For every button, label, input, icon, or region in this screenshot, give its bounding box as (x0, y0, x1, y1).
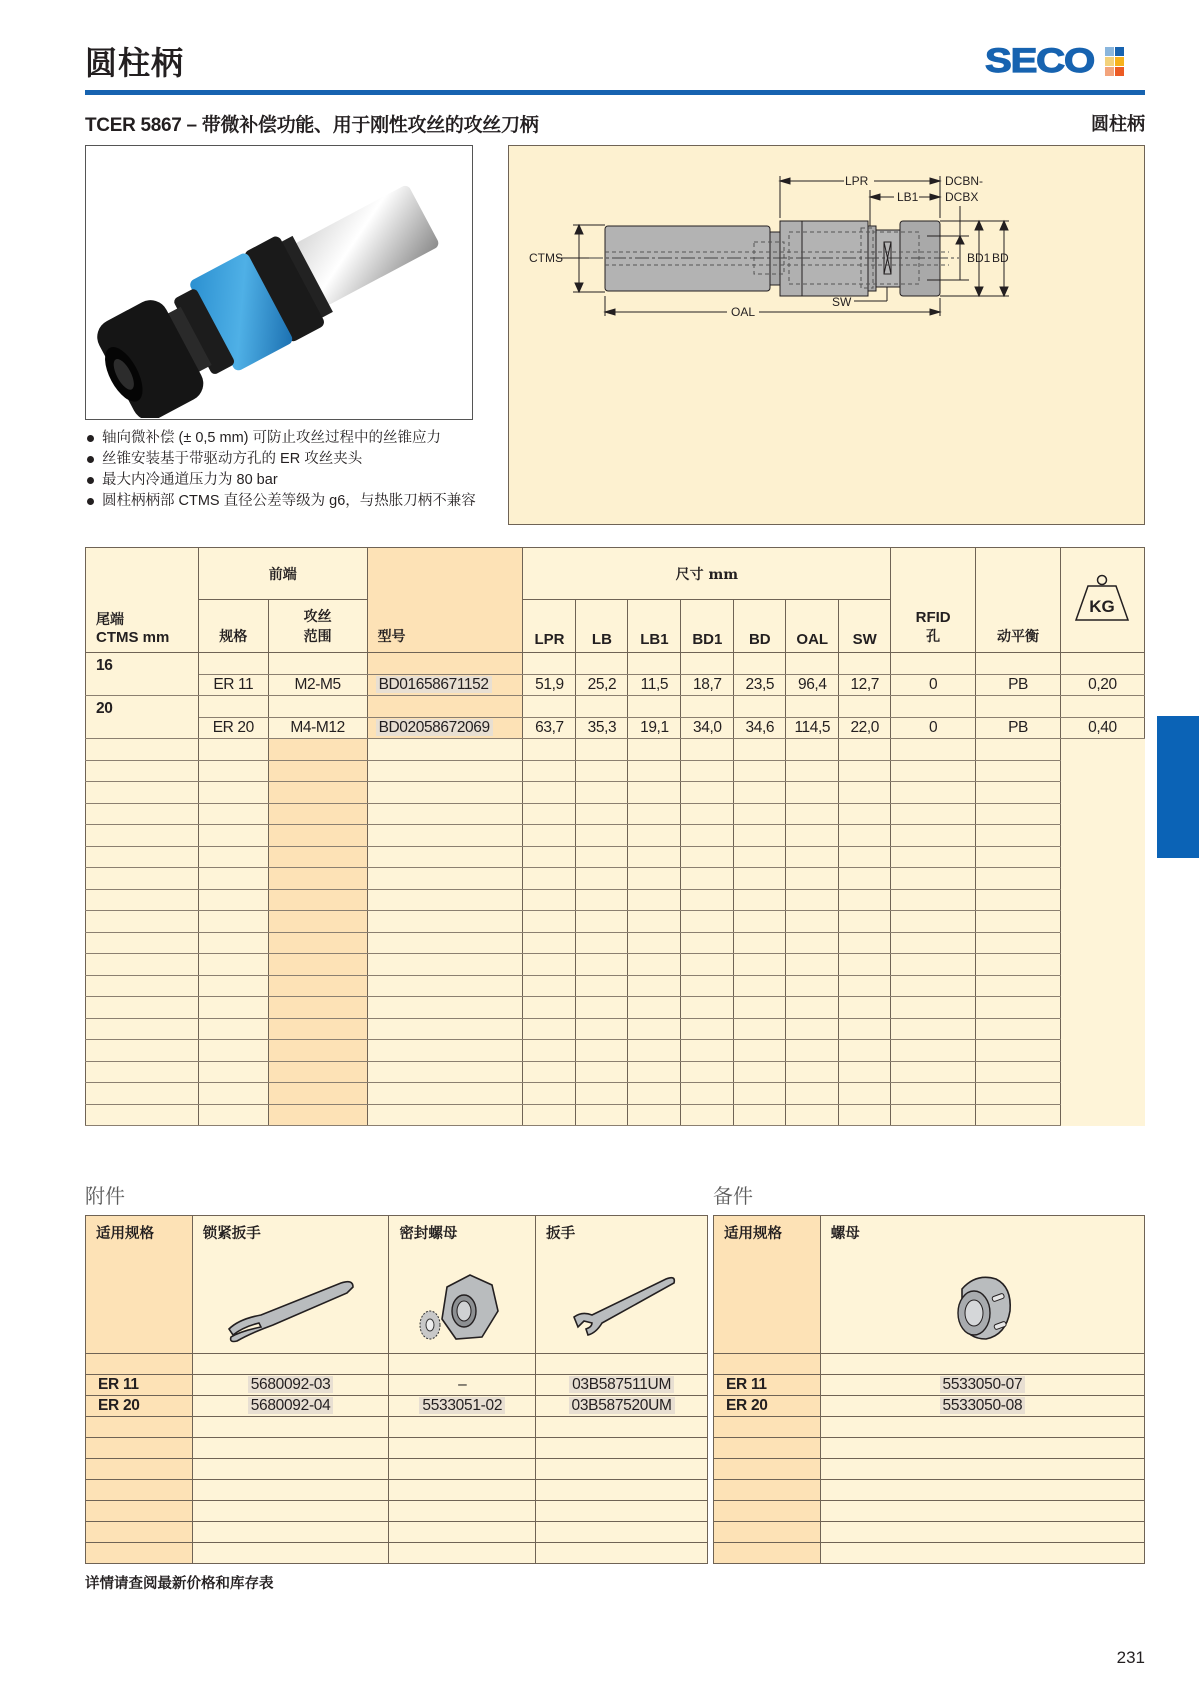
spare-header-nut: 螺母 (820, 1216, 1144, 1354)
acc-header-wrench: 扳手 (536, 1216, 708, 1354)
page-number: 231 (1116, 1648, 1145, 1667)
spare-header-size: 适用规格 (714, 1216, 821, 1354)
acc-header-seal-nut: 密封螺母 (389, 1216, 536, 1354)
section-tab (1157, 716, 1199, 858)
wrench-icon (536, 1267, 707, 1347)
part-number[interactable]: 5533050-08 (940, 1397, 1026, 1414)
seco-logo (985, 44, 1124, 78)
accessories-table (85, 1215, 708, 1564)
header-rule (85, 90, 1145, 95)
svg-text:KG: KG (1089, 597, 1116, 616)
weight-kg-icon (1074, 574, 1130, 622)
seal-nut-icon (389, 1267, 535, 1347)
col-header-spec: 规格 (198, 600, 268, 653)
label-sw: SW (832, 295, 852, 309)
col-header-weight (1060, 548, 1144, 653)
accessories-label: 附件 (85, 1184, 125, 1208)
bullet-icon (87, 498, 94, 505)
col-header-lpr: LPR (523, 600, 576, 653)
feature-list (85, 428, 476, 512)
col-header-oal: OAL (786, 600, 839, 653)
collet-nut-icon (821, 1267, 1144, 1347)
col-header-bd1: BD1 (681, 600, 734, 653)
feature-item: 轴向微补偿 (± 0,5 mm) 可防止攻丝过程中的丝锥应力 (85, 428, 476, 449)
acc-header-size: 适用规格 (86, 1216, 193, 1354)
col-header-lb: LB (576, 600, 628, 653)
label-lpr: LPR (845, 174, 869, 188)
bullet-icon (87, 435, 94, 442)
col-header-rfid: RFID 孔 (891, 548, 976, 653)
part-number[interactable]: 5533051-02 (419, 1397, 505, 1414)
brand-squares-icon (1105, 47, 1124, 76)
label-oal: OAL (731, 305, 756, 319)
part-number[interactable]: 5680092-03 (248, 1376, 334, 1393)
feature-item: 最大内冷通道压力为 80 bar (85, 470, 476, 491)
label-dcbx: DCBX (945, 190, 979, 204)
table-row: ER 11 5680092-03 – 03B587511UM (86, 1375, 708, 1396)
product-table (85, 547, 1145, 1126)
part-number[interactable]: 03B587520UM (569, 1397, 675, 1414)
technical-drawing (508, 145, 1145, 525)
label-bd1: BD1 (967, 251, 991, 265)
label-lb1: LB1 (897, 190, 919, 204)
part-number[interactable]: 03B587511UM (569, 1376, 674, 1393)
part-number[interactable]: 5680092-04 (248, 1397, 334, 1414)
col-header-tap-range: 攻丝 范围 (268, 600, 367, 653)
table-row: ER 11 5533050-07 (714, 1375, 1145, 1396)
col-header-lb1: LB1 (628, 600, 681, 653)
col-header-sw: SW (839, 600, 891, 653)
label-dcbn: DCBN- (945, 174, 983, 188)
model-number[interactable]: BD01658671152 (376, 676, 492, 693)
spare-parts-table (713, 1215, 1145, 1564)
label-bd: BD (992, 251, 1009, 265)
col-header-bd: BD (734, 600, 786, 653)
product-title: TCER 5867 – 带微补偿功能、用于刚性攻丝的攻丝刀柄 (85, 115, 539, 136)
product-photo (85, 145, 473, 420)
col-header-model: 型号 (367, 548, 523, 653)
col-header-balance: 动平衡 (976, 548, 1061, 653)
bullet-icon (87, 477, 94, 484)
bullet-icon (87, 456, 94, 463)
category-label: 圆柱柄 (1091, 114, 1145, 135)
table-row: ER 11 M2-M5 BD01658671152 51,9 25,2 11,5 18,7 23,5 96,4 12,7 0 PB 0,20 (86, 674, 1145, 696)
empty-rows (86, 739, 1145, 1126)
brand-wordmark: SECO (985, 42, 1094, 80)
table-row: ER 20 5680092-04 5533051-02 03B587520UM (86, 1396, 708, 1417)
feature-item: 丝锥安装基于带驱动方孔的 ER 攻丝夹头 (85, 449, 476, 470)
lock-wrench-icon (193, 1267, 389, 1347)
ctms-group-16: 16 (86, 653, 199, 696)
footnote: 详情请查阅最新价格和库存表 (85, 1575, 274, 1592)
col-header-front: 前端 (198, 548, 367, 600)
table-row: ER 20 5533050-08 (714, 1396, 1145, 1417)
page-title: 圆柱柄 (85, 44, 185, 82)
col-header-ctms: 尾端 CTMS mm (86, 548, 199, 653)
col-header-dims: 尺寸 mm (523, 548, 891, 600)
label-ctms: CTMS (529, 251, 563, 265)
ctms-group-20: 20 (86, 696, 199, 739)
feature-item: 圆柱柄柄部 CTMS 直径公差等级为 g6，与热胀刀柄不兼容 (85, 491, 476, 512)
table-row: ER 20 M4-M12 BD02058672069 63,7 35,3 19,1 34,0 34,6 114,5 22,0 0 PB 0,40 (86, 717, 1145, 739)
part-number[interactable]: 5533050-07 (940, 1376, 1026, 1393)
tap-holder-image (86, 146, 471, 418)
acc-header-lock-wrench: 锁紧扳手 (192, 1216, 389, 1354)
spare-parts-label: 备件 (713, 1184, 753, 1208)
model-number[interactable]: BD02058672069 (376, 719, 493, 736)
